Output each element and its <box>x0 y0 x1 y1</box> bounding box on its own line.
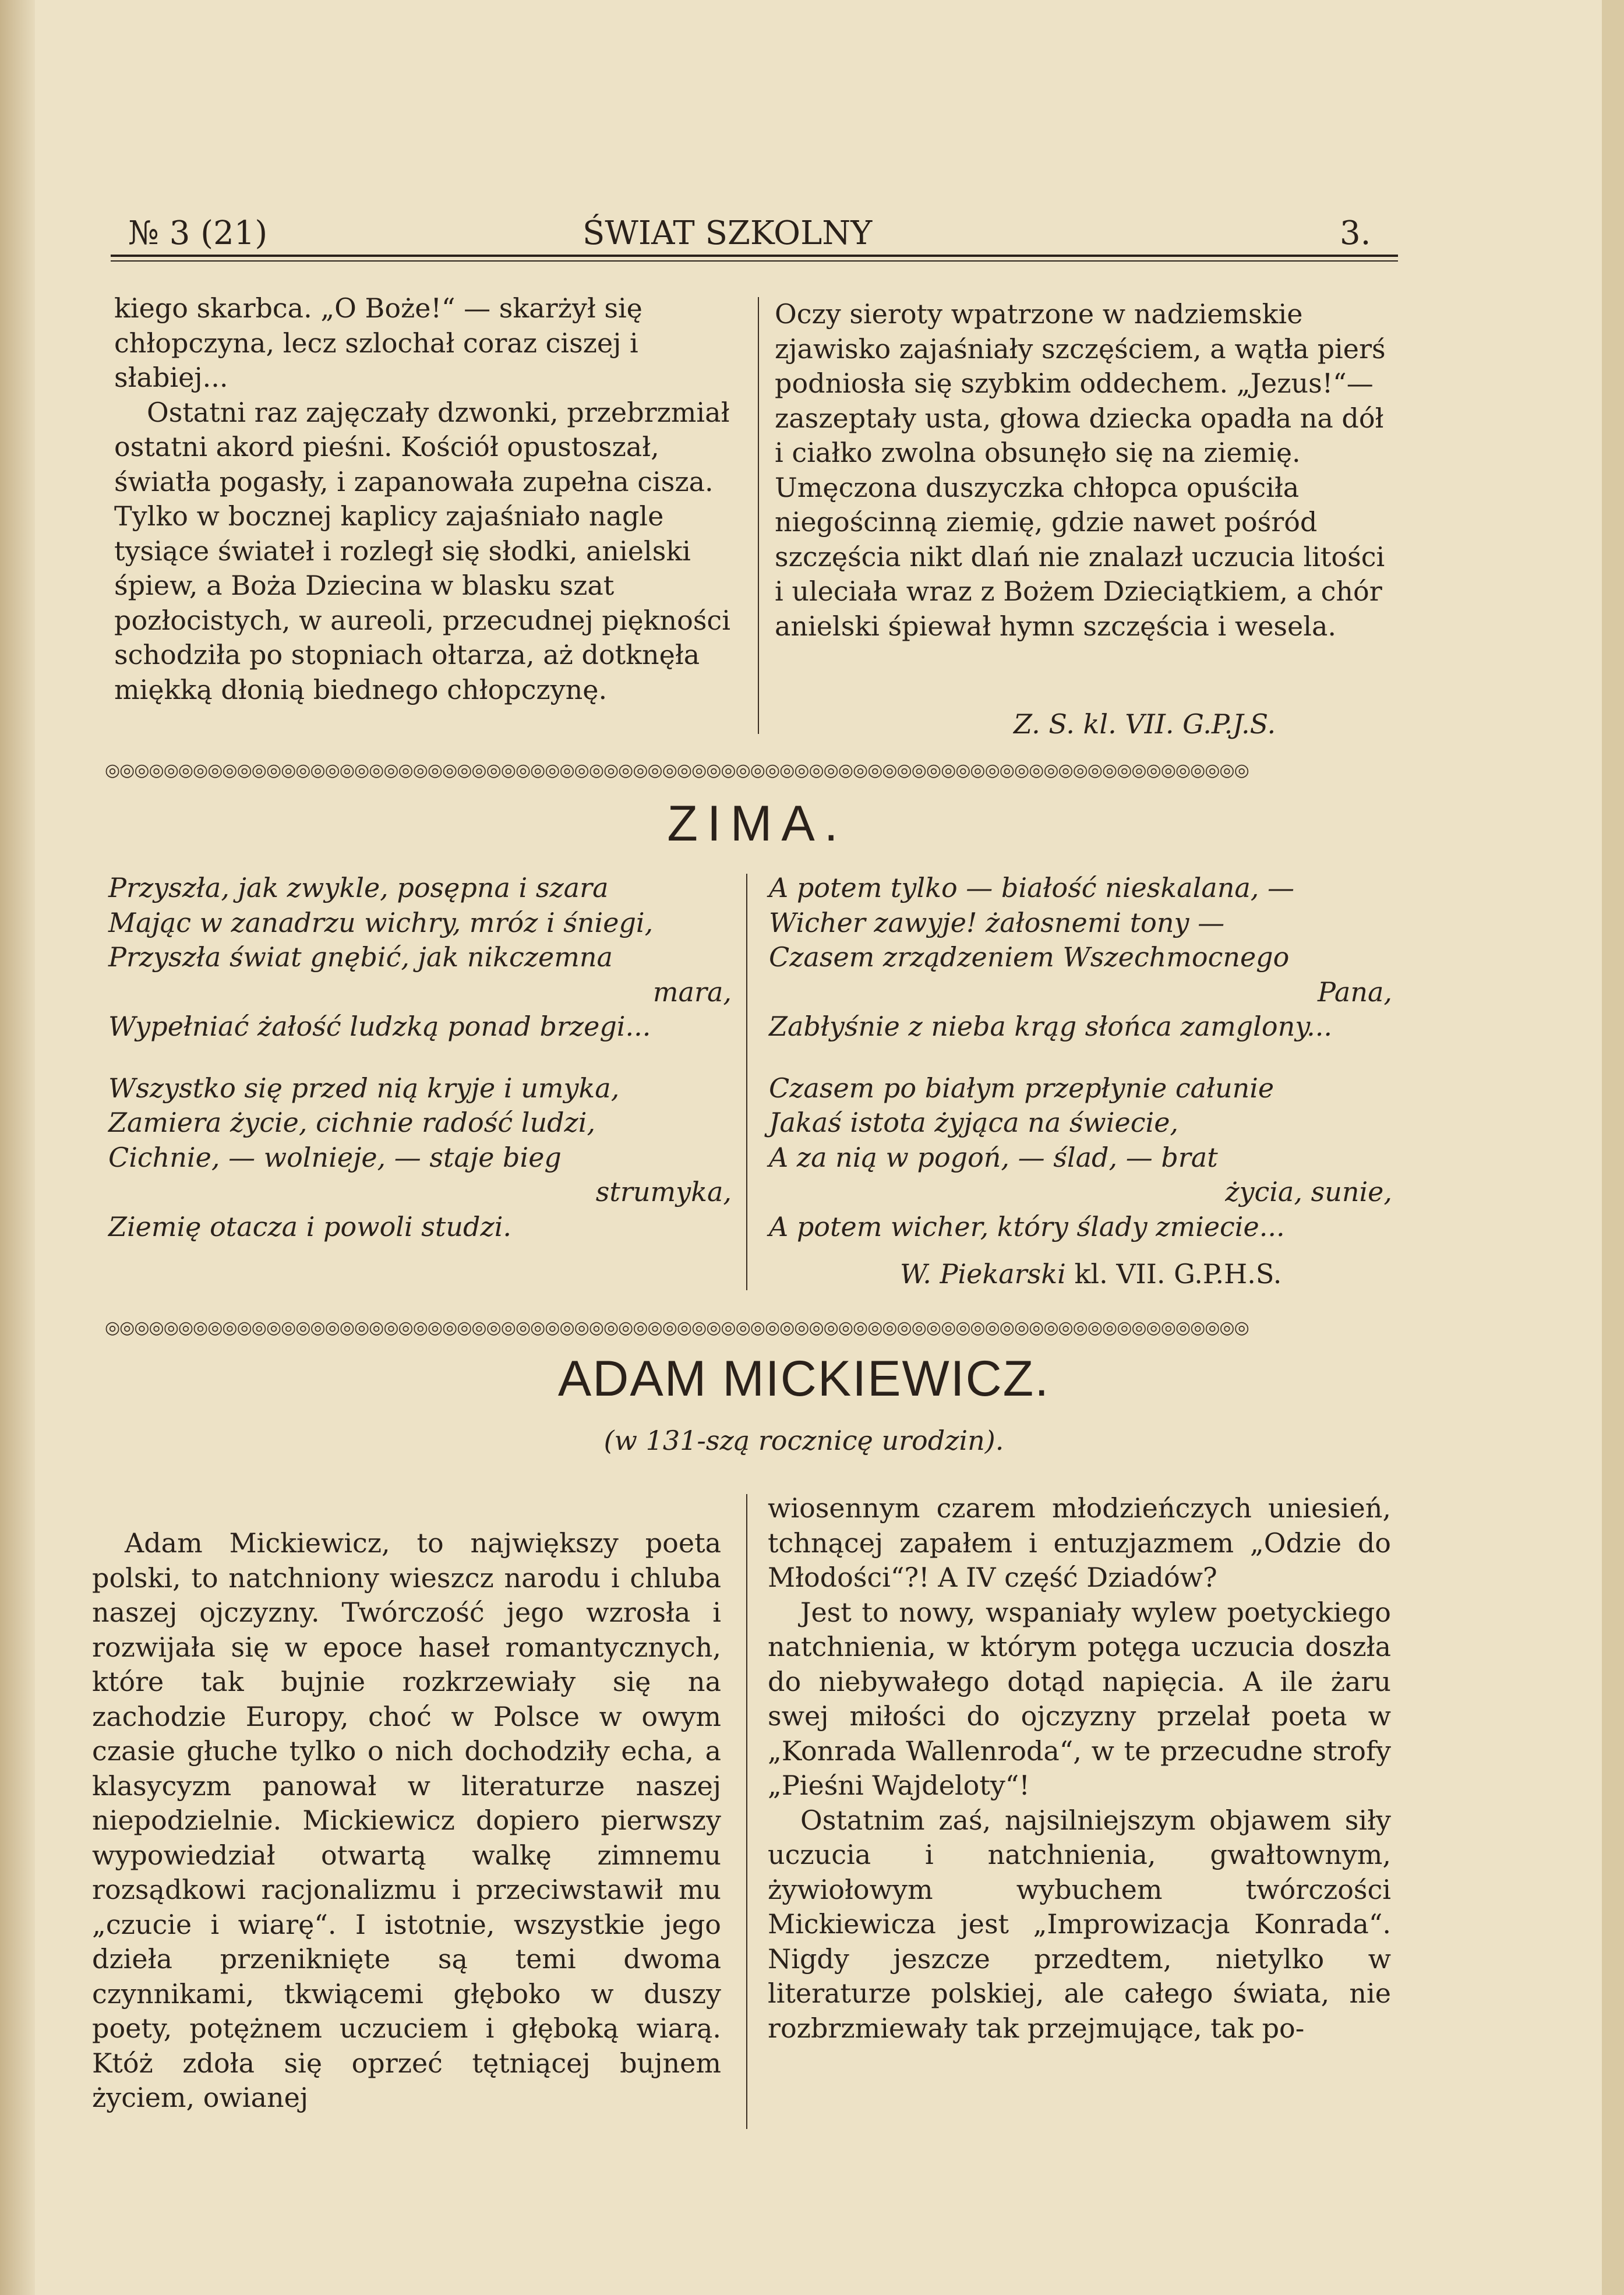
story-paragraph: Oczy sieroty wpatrzone w nadziemskie zjawisko zajaśniały szczęściem, a wątła pierś podniosła się szybkim oddechem. „Jezus!“— zaszeptały usta, głowa dziecka opadła na dół i ciałko zwolna obsunęło się na ziemię. Umęczona duszyczka chłopca opuściła niegościnną ziemię, gdzie nawet pośród szczęścia nikt dlań nie znalazł uczucia litości i uleciała wraz z Bożem Dzieciątkiem, a chór anielski śpiewał hymn szczęścia i wesela. <box>775 298 1386 642</box>
poem-line: Cichnie, — wolnieje, — staje bieg <box>108 1141 562 1173</box>
running-header <box>111 214 1404 252</box>
poem-line: Wszystko się przed nią kryje i umyka, <box>108 1072 620 1104</box>
journal-title: ŚWIAT SZKOLNY <box>582 214 873 252</box>
story-signature: Z. S. kl. VII. G.P.J.S. <box>1014 708 1276 740</box>
article-title: ADAM MICKIEWICZ. <box>557 1351 1050 1407</box>
poem-line: Czasem zrządzeniem Wszechmocnego <box>769 941 1290 973</box>
article-paragraph: wiosennym czarem młodzieńczych uniesień, tchnącej zapałem i entuzjazmem „Odzie do Młodości“?! A IV część Dziadów? <box>768 1492 1391 1593</box>
poem-line: Mając w zanadrzu wichry, mróz i śniegi, <box>108 906 654 938</box>
poem-line: Przyszła, jak zwykle, posępna i szara <box>108 872 609 903</box>
header-rule <box>111 255 1398 257</box>
poem-left-column <box>108 871 732 1244</box>
poem-line: A potem wicher, który ślady zmiecie... <box>769 1210 1285 1242</box>
poem-line: Czasem po białym przepłynie całunie <box>769 1072 1275 1104</box>
poem-line: Wicher zawyje! żałosnemi tony — <box>769 906 1225 938</box>
poem-line: Pana, <box>1318 976 1392 1008</box>
poem-line: życia, sunie, <box>1225 1176 1392 1207</box>
poem-line: Zabłyśnie z nieba krąg słońca zamglony... <box>769 1011 1332 1042</box>
article-left-column <box>92 1526 721 2116</box>
story-right-column <box>775 297 1398 644</box>
article-paragraph: Ostatnim zaś, najsilniejszym objawem siły uczucia i natchnienia, gwałtownym, żywiołowym wybuchem twórczości Mickiewicza jest „Improwizacja Konrada“. Nigdy jeszcze przedtem, nietylko w literaturze polskiej, ale całego świata, nie rozbrzmiewały tak przejmujące, tak po- <box>768 1804 1391 2044</box>
poem-author: W. Piekarski <box>900 1258 1066 1290</box>
page-number: 3. <box>1340 214 1371 252</box>
poem-line: A za nią w pogoń, — ślad, — brat <box>769 1141 1218 1173</box>
stanza-gap <box>108 1044 732 1071</box>
story-paragraph: Ostatni raz zajęczały dzwonki, przebrzmiał ostatni akord pieśni. Kościół opustoszał, światła pogasły, i zapanowała zupełna cisza. Tylko w bocznej kaplicy zajaśniało nagle tysiące świateł i rozległ się słodki, anielski śpiew, a Boża Dziecina w blasku szat pozłocistych, w aureoli, przecudnej piękności schodziła po stopniach ołtarza, aż dotknęła miękką dłonią biednego chłopczynę. <box>114 396 730 705</box>
header-rule-thin <box>111 260 1398 262</box>
poem-line: Jakaś istota żyjąca na świecie, <box>769 1107 1179 1138</box>
ornament-divider: ◎◎◎◎◎◎◎◎◎◎◎◎◎◎◎◎◎◎◎◎◎◎◎◎◎◎◎◎◎◎◎◎◎◎◎◎◎◎◎◎◎◎◎◎◎◎◎◎◎◎◎◎◎◎◎◎◎◎◎◎◎◎◎◎◎◎◎◎◎◎◎◎◎◎◎◎◎◎ <box>105 760 1249 781</box>
poem-signature <box>900 1258 1281 1290</box>
ornament-divider: ◎◎◎◎◎◎◎◎◎◎◎◎◎◎◎◎◎◎◎◎◎◎◎◎◎◎◎◎◎◎◎◎◎◎◎◎◎◎◎◎◎◎◎◎◎◎◎◎◎◎◎◎◎◎◎◎◎◎◎◎◎◎◎◎◎◎◎◎◎◎◎◎◎◎◎◎◎◎ <box>105 1318 1249 1338</box>
column-divider <box>746 874 747 1290</box>
poem-line: Zamiera życie, cichnie radość ludzi, <box>108 1107 596 1138</box>
stanza-gap <box>769 1044 1392 1071</box>
article-right-column <box>768 1491 1391 2046</box>
poem-right-column <box>769 871 1392 1244</box>
binding-gutter <box>0 0 35 2295</box>
poem-line: mara, <box>652 976 732 1008</box>
poem-line: strumyka, <box>595 1176 732 1207</box>
poem-line: Ziemię otacza i powoli studzi. <box>108 1210 512 1242</box>
poem-title: ZIMA. <box>667 796 848 852</box>
poem-line: Wypełniać żałość ludzką ponad brzegi... <box>108 1011 651 1042</box>
page-edge <box>1602 0 1624 2295</box>
story-left-column <box>114 291 749 707</box>
column-divider <box>758 297 759 734</box>
article-subtitle: (w 131-szą rocznicę urodzin). <box>603 1425 1004 1456</box>
article-paragraph: Jest to nowy, wspaniały wylew poetyckiego natchnienia, w którym potęga uczucia doszła do niebywałego dotąd napięcia. A ile żaru swej miłości do ojczyzny przelał poeta w „Konrada Wallenroda“, w te przecudne strofy „Pieśni Wajdeloty“! <box>768 1596 1391 1801</box>
poem-line: Przyszła świat gnębić, jak nikczemna <box>108 941 613 973</box>
story-paragraph: kiego skarbca. „O Boże!“ — skarżył się chłopczyna, lecz szlochał coraz ciszej i słabiej... <box>114 292 642 393</box>
article-paragraph: Adam Mickiewicz, to największy poeta polski, to natchniony wieszcz narodu i chluba naszej ojczyzny. Twórczość jego wzrosła i rozwijała się w epoce haseł romantycznych, które tak bujnie rozkrzewiały się na zachodzie Europy, choć w Polsce w owym czasie głuche tylko o nich dochodziły echa, a klasycyzm panował w literaturze naszej niepodzielnie. Mickiewicz dopiero pierwszy wypowiedział otwartą walkę zimnemu rozsądkowi racjonalizmu i przeciwstawił mu „czucie i wiarę“. I istotnie, wszystkie jego dzieła przeniknięte są temi dwoma czynnikami, tkwiącemi głęboko w duszy poety, potężnem uczuciem i głęboką wiarą. Któż zdoła się oprzeć tętniącej bujnem życiem, owianej <box>92 1527 721 2113</box>
poem-author-class: kl. VII. G.P.H.S. <box>1074 1258 1282 1290</box>
column-divider <box>746 1494 747 2129</box>
poem-line: A potem tylko — białość nieskalana, — <box>769 872 1295 903</box>
issue-number: № 3 (21) <box>128 214 268 252</box>
